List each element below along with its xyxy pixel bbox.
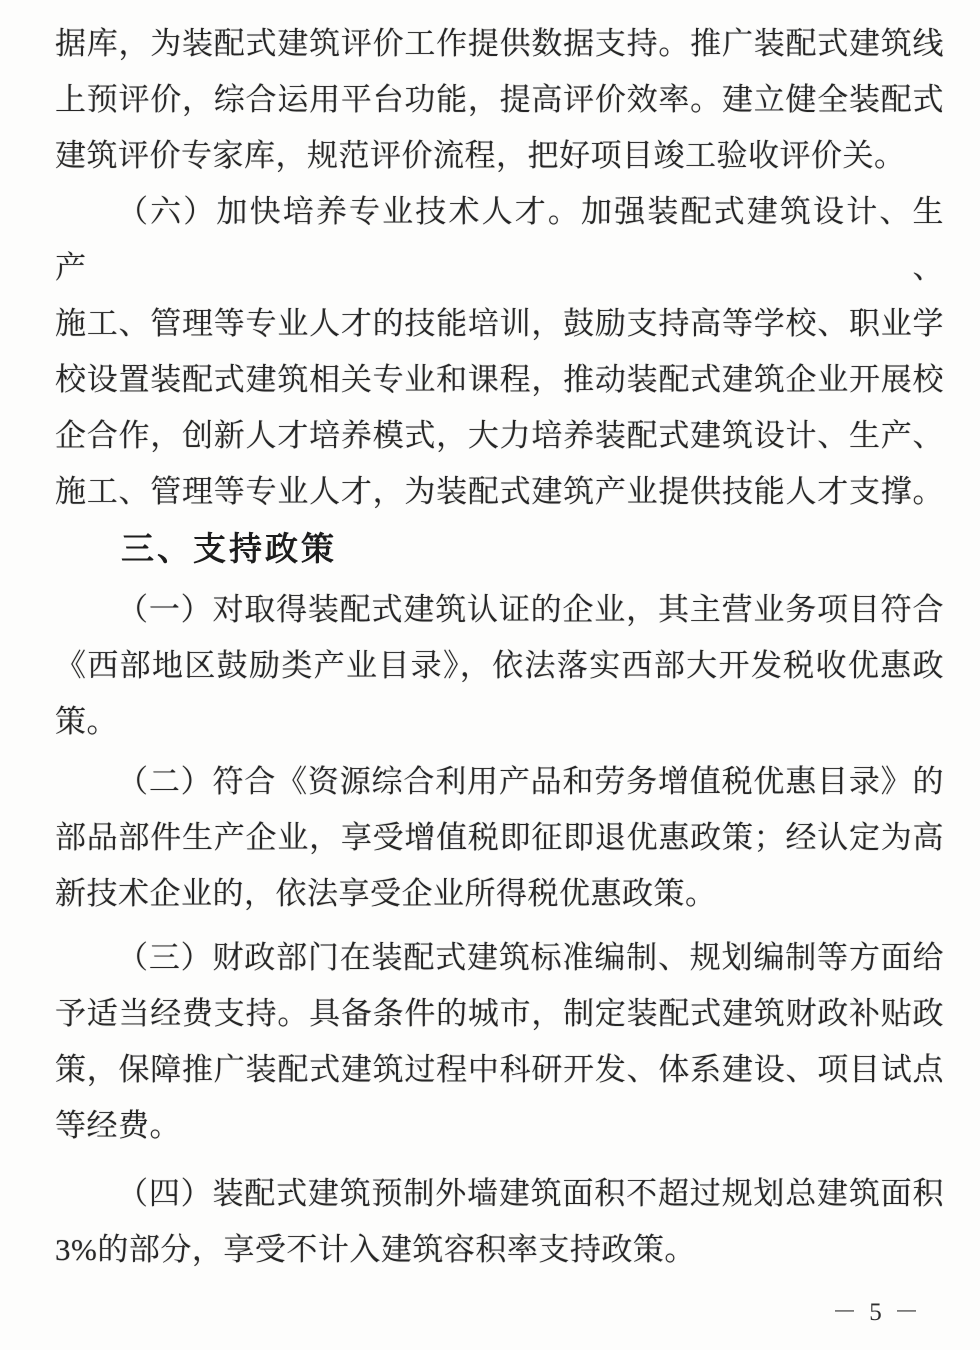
body-line: 据库，为装配式建筑评价工作提供数据支持。推广装配式建筑线: [55, 26, 944, 61]
page-number-label: － 5 －: [831, 1299, 922, 1326]
body-line: 部品部件生产企业，享受增值税即征即退优惠政策；经认定为高: [55, 820, 944, 855]
body-line: 上预评价，综合运用平台功能，提高评价效率。建立健全装配式: [55, 82, 944, 117]
body-line: 《西部地区鼓励类产业目录》，依法落实西部大开发税收优惠政: [55, 648, 944, 683]
body-line: 策。: [55, 704, 118, 739]
body-line-item3-start: （三）财政部门在装配式建筑标准编制、规划编制等方面给: [117, 940, 944, 975]
body-line-item4-start: （四）装配式建筑预制外墙建筑面积不超过规划总建筑面积: [117, 1176, 944, 1211]
body-line: 新技术企业的，依法享受企业所得税优惠政策。: [55, 876, 717, 911]
body-line-item6-start: （六）加快培养专业技术人才。加强装配式建筑设计、生产、: [55, 194, 944, 285]
body-line: 策，保障推广装配式建筑过程中科研开发、体系建设、项目试点: [55, 1052, 944, 1087]
body-line: 企合作，创新人才培养模式，大力培养装配式建筑设计、生产、: [55, 418, 944, 453]
body-line-item1-start: （一）对取得装配式建筑认证的企业，其主营业务项目符合: [117, 592, 944, 627]
section-heading: 三、支持政策: [121, 530, 337, 567]
body-line-item2-start: （二）符合《资源综合利用产品和劳务增值税优惠目录》的: [117, 764, 944, 799]
body-line: 校设置装配式建筑相关专业和课程，推动装配式建筑企业开展校: [55, 362, 944, 397]
document-body: [55, 16, 944, 1278]
body-line: 施工、管理等专业人才，为装配式建筑产业提供技能人才支撑。: [55, 474, 944, 509]
body-line: 施工、管理等专业人才的技能培训，鼓励支持高等学校、职业学: [55, 306, 944, 341]
body-line: 予适当经费支持。具备条件的城市，制定装配式建筑财政补贴政: [55, 996, 944, 1031]
body-line: 建筑评价专家库，规范评价流程，把好项目竣工验收评价关。: [55, 138, 906, 173]
body-line: 等经费。: [55, 1108, 181, 1143]
body-line: 3%的部分，享受不计入建筑容积率支持政策。: [55, 1232, 696, 1267]
